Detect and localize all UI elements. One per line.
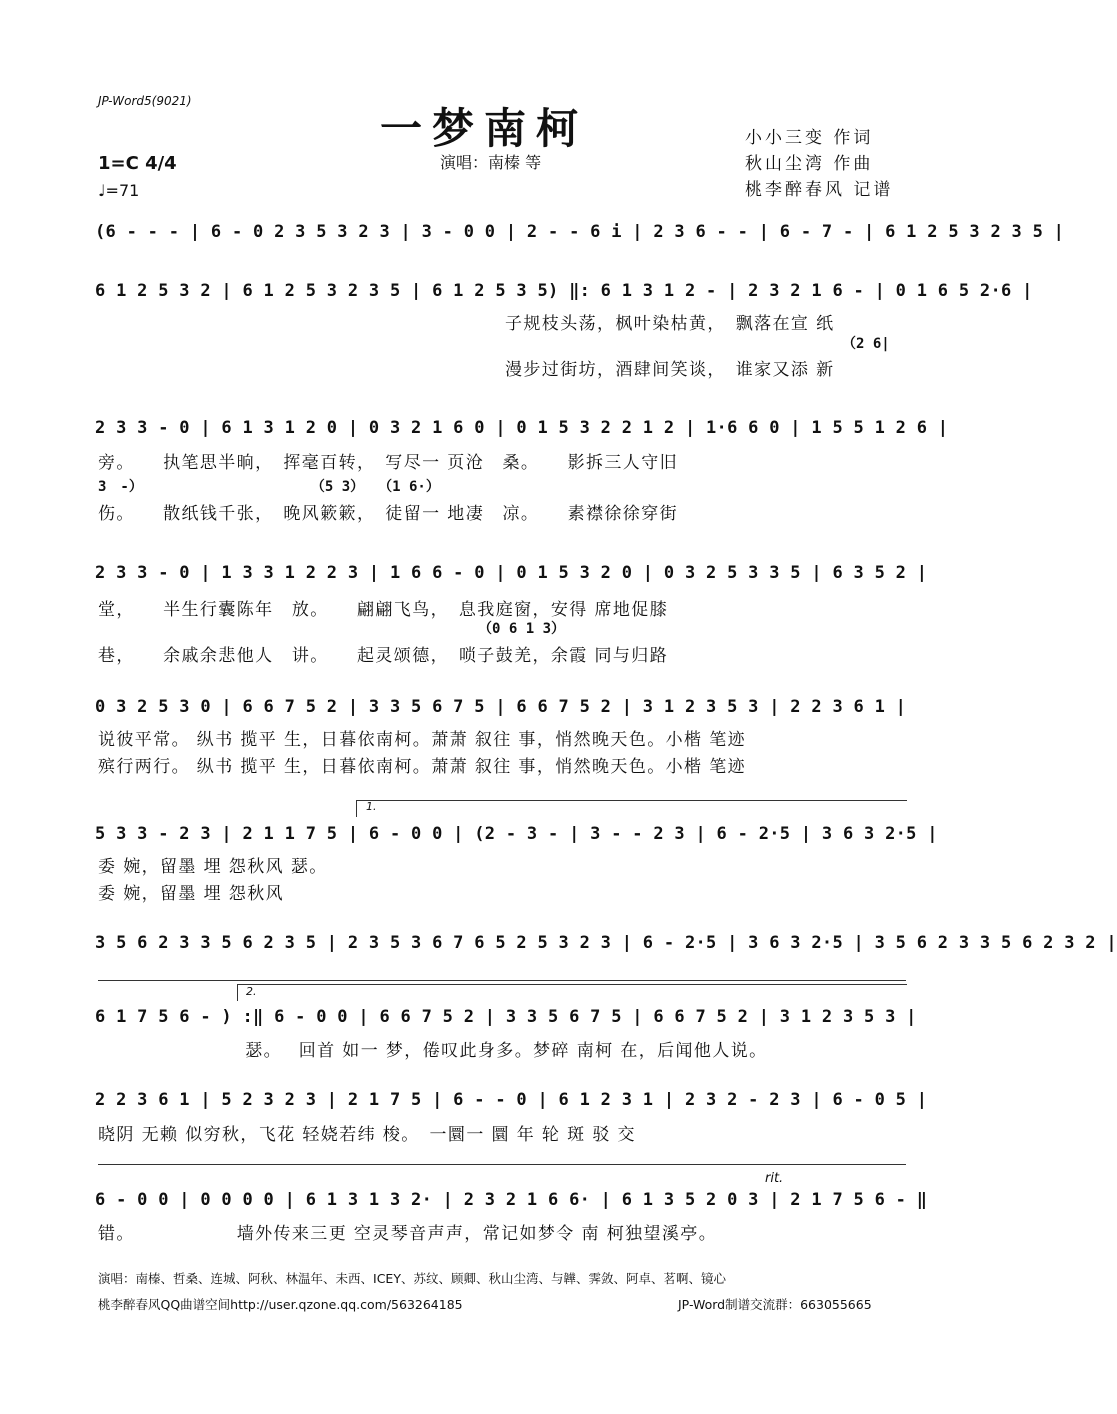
lyric-row-4a: 堂， 半生行囊陈年 放。 翩翩飞鸟， 息我庭窗，安得 席地促膝 xyxy=(98,600,669,620)
score-row-9: 2 2 3 6 1 | 5 2 3 2 3 | 2 1 7 5 | 6 - - 0 | 6 1 2 3 1 | 2 3 2 - 2 3 | 6 - 0 5 | xyxy=(95,1090,928,1110)
score-row-5: 0 3 2 5 3 0 | 6 6 7 5 2 | 3 3 5 6 7 5 | 6 6 7 5 2 | 3 1 2 3 5 3 | 2 2 3 6 1 | xyxy=(95,697,907,717)
lyric-row-2b: 漫步过街坊，酒肆间笑谈， 谁家又添 新 xyxy=(505,360,835,380)
lyric-row-6b: 委 婉，留墨 埋 怨秋风 xyxy=(98,884,285,904)
transcriber-credit: 桃李醉春风 记谱 xyxy=(745,180,894,200)
score-row-2: 6 1 2 5 3 2 | 6 1 2 5 3 2 3 5 | 6 1 2 5 3 5) ‖: 6 1 3 1 2 - | 2 3 2 1 6 - | 0 1 6 5 2·6 | xyxy=(95,281,1033,301)
ritardando-mark: rit. xyxy=(765,1171,784,1186)
volta-2-label: 2. xyxy=(246,985,257,998)
lyricist-credit: 小小三变 作词 xyxy=(745,128,874,148)
footer-group: JP-Word制谱交流群：663055665 xyxy=(678,1297,872,1312)
alt-notes-row-2: （2 6| xyxy=(842,336,890,352)
lyric-row-10: 错。 墙外传来三更 空灵琴音声声，常记如梦令 南 柯独望溪亭。 xyxy=(98,1224,718,1244)
lyric-row-5b: 殡行两行。 纵书 揽平 生，日暮依南柯。萧萧 叙往 事，悄然晚天色。小楷 笔迹 xyxy=(98,757,747,777)
volta-2-bracket xyxy=(237,984,907,1001)
software-version: JP-Word5(9021) xyxy=(98,94,192,108)
alt-notes-row-4: （0 6 1 3） xyxy=(478,621,566,637)
singer-credit: 演唱：南榛 等 xyxy=(440,153,542,172)
song-title: 一梦南柯 xyxy=(380,104,589,153)
score-row-8: 6 1 7 5 6 - ) :‖ 6 - 0 0 | 6 6 7 5 2 | 3 3 5 6 7 5 | 6 6 7 5 2 | 3 1 2 3 5 3 | xyxy=(95,1007,917,1027)
volta-1-label: 1. xyxy=(366,800,377,813)
lyric-row-8: 瑟。 回首 如一 梦，倦叹此身多。梦碎 南柯 在，后闻他人说。 xyxy=(98,1041,768,1061)
footer-space-link[interactable]: 桃李醉春风QQ曲谱空间http://user.qzone.qq.com/563264185 xyxy=(98,1297,463,1312)
lyric-row-4b: 巷， 余戚余悲他人 讲。 起灵颂德， 唢子鼓羌，余霞 同与归路 xyxy=(98,646,669,666)
score-row-3: 2 3 3 - 0 | 6 1 3 1 2 0 | 0 3 2 1 6 0 | 0 1 5 3 2 2 1 2 | 1·6 6 0 | 1 5 5 1 2 6 | xyxy=(95,418,949,438)
composer-credit: 秋山尘湾 作曲 xyxy=(745,154,874,174)
score-row-1: (6 - - - | 6 - 0 2 3 5 3 2 3 | 3 - 0 0 | 2 - - 6 i | 2 3 6 - - | 6 - 7 - | 6 1 2 5 3 2 3 5 | xyxy=(95,222,1065,242)
lyric-row-5a: 说彼平常。 纵书 揽平 生，日暮依南柯。萧萧 叙往 事，悄然晚天色。小楷 笔迹 xyxy=(98,730,747,750)
volta-1-bracket xyxy=(356,800,907,817)
tempo-mark: ♩=71 xyxy=(98,181,140,200)
footer-singers: 演唱：南榛、哲桑、连城、阿秋、林温年、未西、ICEY、苏纹、顾卿、秋山尘湾、与韡、霁敛、阿卓、茗啊、镜心 xyxy=(98,1271,726,1286)
lyric-row-9: 晓阴 无赖 似穷秋，飞花 轻娆若纬 梭。 一圜一 圜 年 轮 斑 驳 交 xyxy=(98,1125,636,1145)
score-row-4: 2 3 3 - 0 | 1 3 3 1 2 2 3 | 1 6 6 - 0 | 0 1 5 3 2 0 | 0 3 2 5 3 3 5 | 6 3 5 2 | xyxy=(95,563,928,583)
volta-1-continuation xyxy=(98,980,906,981)
ending-line xyxy=(98,1164,906,1165)
lyric-row-2a: 子规枝头荡，枫叶染枯黄， 飘落在宣 纸 xyxy=(505,314,835,334)
lyric-row-6a: 委 婉，留墨 埋 怨秋风 瑟。 xyxy=(98,857,328,877)
lyric-row-3b: 伤。 散纸钱千张， 晚风簌簌， 徒留一 地凄 凉。 素襟徐徐穿街 xyxy=(98,504,679,524)
key-signature: 1=C 4/4 xyxy=(98,153,177,174)
score-row-6: 5 3 3 - 2 3 | 2 1 1 7 5 | 6 - 0 0 | (2 - 3 - | 3 - - 2 3 | 6 - 2·5 | 3 6 3 2·5 | xyxy=(95,824,938,844)
score-row-7: 3 5 6 2 3 3 5 6 2 3 5 | 2 3 5 3 6 7 6 5 2 5 3 2 3 | 6 - 2·5 | 3 6 3 2·5 | 3 5 6 2 3 3 5 6 2 3 2 | xyxy=(95,933,1117,953)
score-row-10: 6 - 0 0 | 0 0 0 0 | 6 1 3 1 3 2· | 2 3 2 1 6 6· | 6 1 3 5 2 0 3 | 2 1 7 5 6 - ‖ xyxy=(95,1190,928,1210)
lyric-row-3a: 旁。 执笔思半晌， 挥毫百转， 写尽一 页沧 桑。 影拆三人守旧 xyxy=(98,453,679,473)
alt-notes-row-3: 3 -） （5 3） （1 6·） xyxy=(98,479,440,495)
